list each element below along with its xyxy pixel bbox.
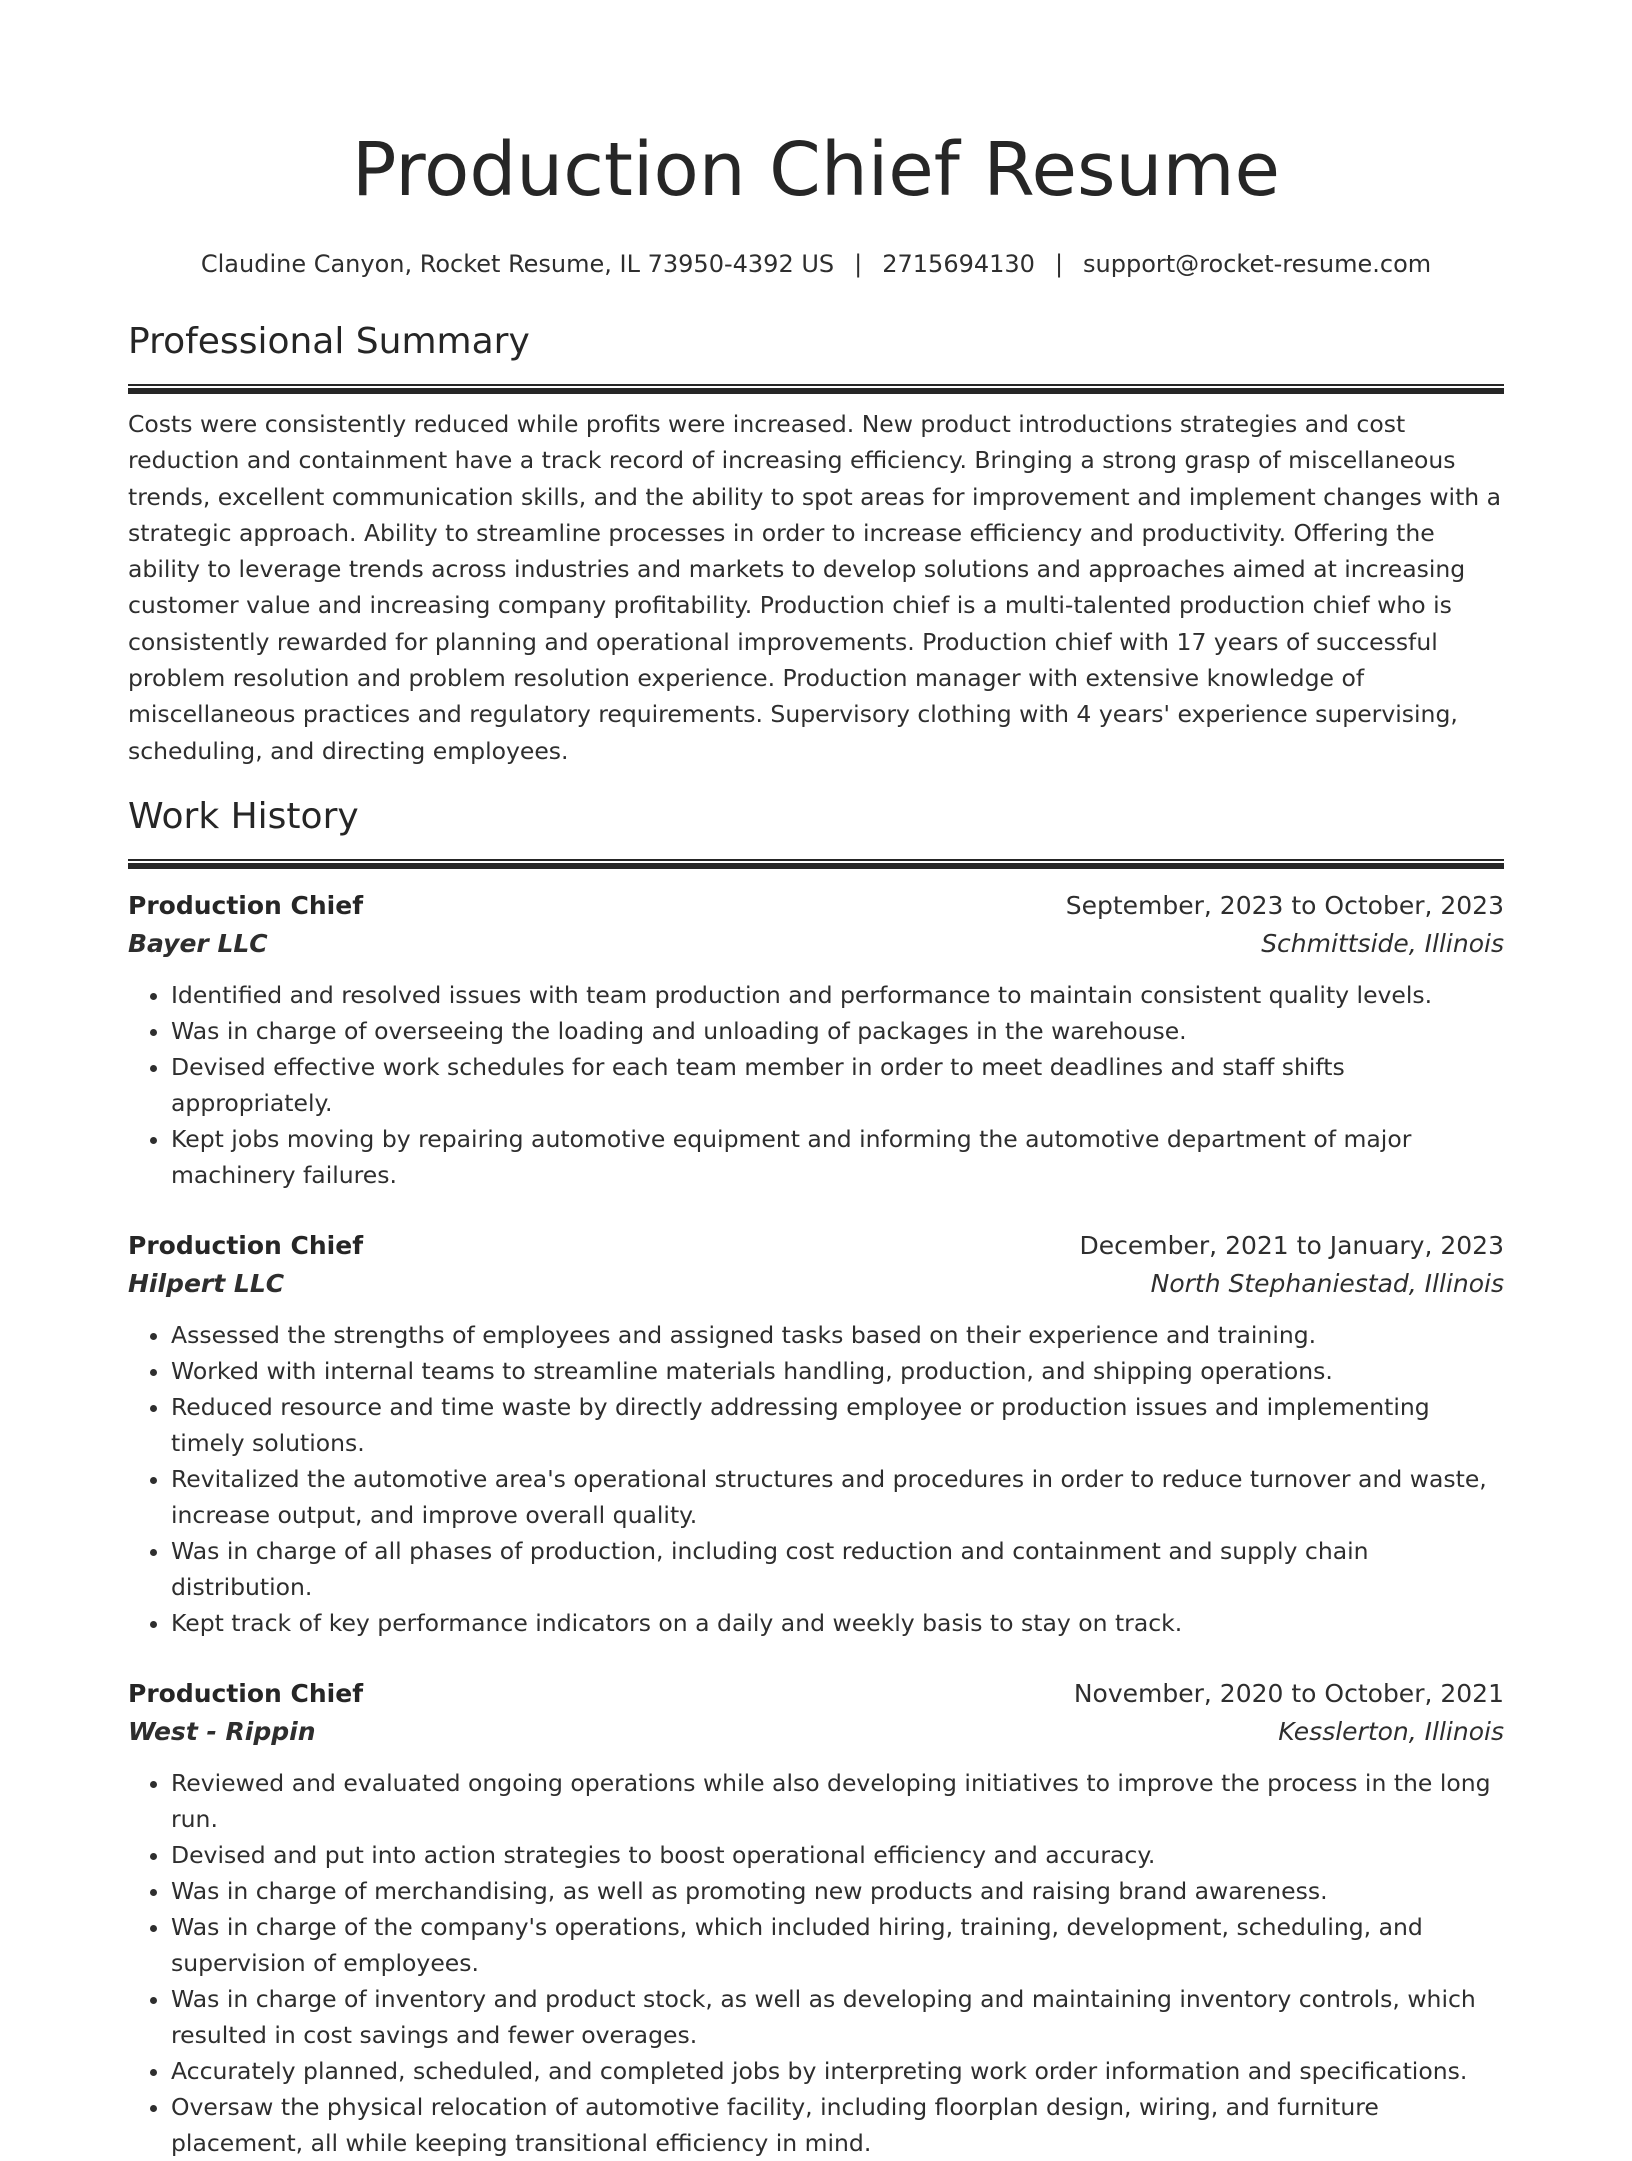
job-duty: • Reduced resource and time waste by directly addressing employee or production issues and implementing timely solutions. [171, 1389, 1504, 1461]
job-dates: September, 2023 to October, 2023 [1065, 890, 1504, 920]
professional-summary-section [128, 318, 1504, 769]
job-location: Kesslerton, Illinois [1278, 1716, 1504, 1746]
contact-email: support@rocket-resume.com [1083, 250, 1432, 278]
contact-separator: | [854, 250, 863, 278]
job-header-row [128, 1227, 1504, 1265]
job-title: Production Chief [128, 890, 364, 920]
job-duty: • Devised effective work schedules for each team member in order to meet deadlines and staff shifts appropriately. [171, 1049, 1504, 1121]
job-location: Schmittside, Illinois [1261, 928, 1504, 958]
job-duties-list [128, 977, 1504, 1193]
page-title: Production Chief Resume [351, 127, 1281, 213]
job-duties-list [128, 1765, 1504, 2161]
section-heading-work-history: Work History [128, 795, 359, 837]
job-duties-list [128, 1317, 1504, 1641]
job-dates: December, 2021 to January, 2023 [1079, 1230, 1504, 1260]
job-duty: • Identified and resolved issues with team production and performance to maintain consistent quality levels. [171, 977, 1504, 1013]
job-company-row [128, 925, 1504, 963]
job-duty: • Worked with internal teams to streamline materials handling, production, and shipping operations. [171, 1353, 1504, 1389]
section-divider [128, 384, 1504, 394]
job-company-row [128, 1265, 1504, 1303]
job-duty: • Kept jobs moving by repairing automotive equipment and informing the automotive department of major machinery failures. [171, 1121, 1504, 1193]
job-duty: • Accurately planned, scheduled, and completed jobs by interpreting work order information and specifications. [171, 2053, 1504, 2089]
job-header-row [128, 887, 1504, 925]
contact-address: Claudine Canyon, Rocket Resume, IL 73950-4392 US [200, 250, 835, 278]
contact-separator: | [1054, 250, 1064, 278]
job-duty: • Devised and put into action strategies to boost operational efficiency and accuracy. [171, 1837, 1504, 1873]
job-entry [128, 1227, 1504, 1641]
job-duty: • Assessed the strengths of employees and assigned tasks based on their experience and training. [171, 1317, 1504, 1353]
work-history-section [128, 793, 1504, 2161]
job-duty: • Was in charge of all phases of production, including cost reduction and containment and supply chain distribution. [171, 1533, 1504, 1605]
contact-line [128, 246, 1504, 282]
job-duty: • Was in charge of the company's operations, which included hiring, training, development, scheduling, and supervision of employees. [171, 1909, 1504, 1981]
job-duty: • Oversaw the physical relocation of automotive facility, including floorplan design, wiring, and furniture placement, all while keeping transitional efficiency in mind. [171, 2089, 1504, 2161]
job-duty: • Revitalized the automotive area's operational structures and procedures in order to reduce turnover and waste, increase output, and improve overall quality. [171, 1461, 1504, 1533]
section-divider [128, 859, 1504, 869]
job-company: West - Rippin [128, 1716, 316, 1746]
job-company: Bayer LLC [128, 928, 268, 958]
job-title: Production Chief [128, 1678, 364, 1708]
job-entry [128, 1675, 1504, 2161]
contact-phone: 2715694130 [882, 250, 1035, 278]
job-entry [128, 887, 1504, 1193]
job-company: Hilpert LLC [128, 1268, 285, 1298]
job-location: North Stephaniestad, Illinois [1150, 1268, 1504, 1298]
job-header-row [128, 1675, 1504, 1713]
job-company-row [128, 1713, 1504, 1751]
job-duty: • Reviewed and evaluated ongoing operations while also developing initiatives to improve the process in the long run. [171, 1765, 1504, 1837]
summary-text: Costs were consistently reduced while profits were increased. New product introductions strategies and cost reduction and containment have a track record of increasing efficiency. Bringing a strong grasp of miscellaneous trends, excellent communication skills, and the ability to spot areas for improvement and implement changes with a strategic approach. Ability to streamline processes in order to increase efficiency and productivity. Offering the ability to leverage trends across industries and markets to develop solutions and approaches aimed at increasing customer value and increasing company profitability. Production chief is a multi-talented production chief who is consistently rewarded for planning and operational improvements. Production chief with 17 years of successful problem resolution and problem resolution experience. Production manager with extensive knowledge of miscellaneous practices and regulatory requirements. Supervisory clothing with 4 years' experience supervising, scheduling, and directing employees. [128, 410, 1502, 765]
job-duty: • Was in charge of inventory and product stock, as well as developing and maintaining inventory controls, which resulted in cost savings and fewer overages. [171, 1981, 1504, 2053]
section-heading-summary: Professional Summary [128, 321, 530, 362]
job-duty: • Was in charge of overseeing the loading and unloading of packages in the warehouse. [171, 1013, 1504, 1049]
job-dates: November, 2020 to October, 2021 [1073, 1678, 1504, 1708]
job-duty: • Was in charge of merchandising, as well as promoting new products and raising brand awareness. [171, 1873, 1504, 1909]
job-title: Production Chief [128, 1230, 364, 1260]
job-duty: • Kept track of key performance indicators on a daily and weekly basis to stay on track. [171, 1605, 1504, 1641]
